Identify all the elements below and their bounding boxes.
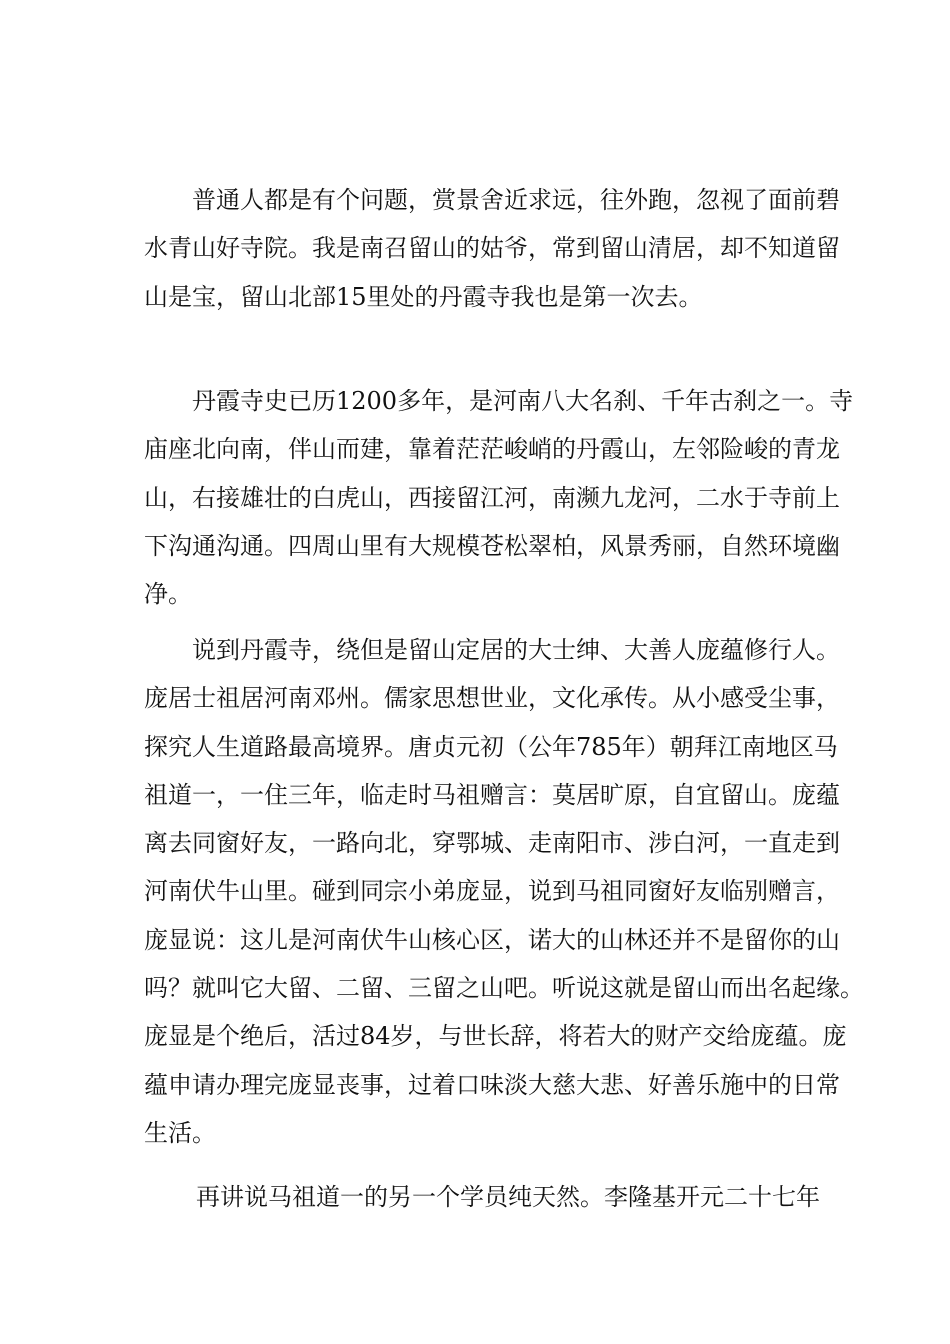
text-line: 祖道一，一住三年，临走时马祖赠言：莫居旷原，自宜留山。庞蕴 [144,780,840,809]
text-line: 庞显是个绝后，活过84岁，与世长辞，将若大的财产交给庞蕴。庞 [144,1022,847,1051]
text-line: 山，右接雄壮的白虎山，西接留江河，南濒九龙河，二水于寺前上 [144,483,840,512]
text-line: 生活。 [144,1118,216,1147]
paragraph-2 [144,377,854,618]
text-line: 丹霞寺史已历1200多年，是河南八大名刹、千年古刹之一。寺 [192,387,854,415]
text-line: 说到丹霞寺，绕但是留山定居的大士绅、大善人庞蕴修行人。 [192,636,840,664]
text-line: 山是宝，留山北部15里处的丹霞寺我也是第一次去。 [144,282,703,311]
text-line: 吗？就叫它大留、二留、三留之山吧。听说这就是留山而出名起缘。 [144,974,864,1003]
paragraph-1 [144,176,840,321]
text-line: 河南伏牛山里。碰到同宗小弟庞显，说到马祖同窗好友临别赠言， [144,877,840,906]
text-line: 蕴申请办理完庞显丧事，过着口味淡大慈大悲、好善乐施中的日常 [144,1070,840,1099]
text-line: 再讲说马祖道一的另一个学员纯天然。李隆基开元二十七年 [196,1183,820,1211]
text-line: 探究人生道路最高境界。唐贞元初（公年785年）朝拜江南地区马 [144,732,838,761]
text-line: 离去同窗好友，一路向北，穿鄂城、走南阳市、涉白河，一直走到 [144,829,840,858]
text-line: 净。 [144,580,192,609]
text-line: 庙座北向南，伴山而建，靠着茫茫峻峭的丹霞山，左邻险峻的青龙 [144,435,840,464]
paragraph-4 [144,1173,820,1221]
text-line: 水青山好寺院。我是南召留山的姑爷，常到留山清居，却不知道留 [144,234,840,263]
text-line: 庞显说：这儿是河南伏牛山核心区，诺大的山林还并不是留你的山 [144,925,840,954]
text-line: 下沟通沟通。四周山里有大规模苍松翠柏，风景秀丽，自然环境幽 [144,531,840,560]
paragraph-3 [144,626,864,1157]
text-line: 普通人都是有个问题，赏景舍近求远，往外跑，忽视了面前碧 [192,186,840,214]
text-line: 庞居士祖居河南邓州。儒家思想世业，文化承传。从小感受尘事， [144,684,840,713]
